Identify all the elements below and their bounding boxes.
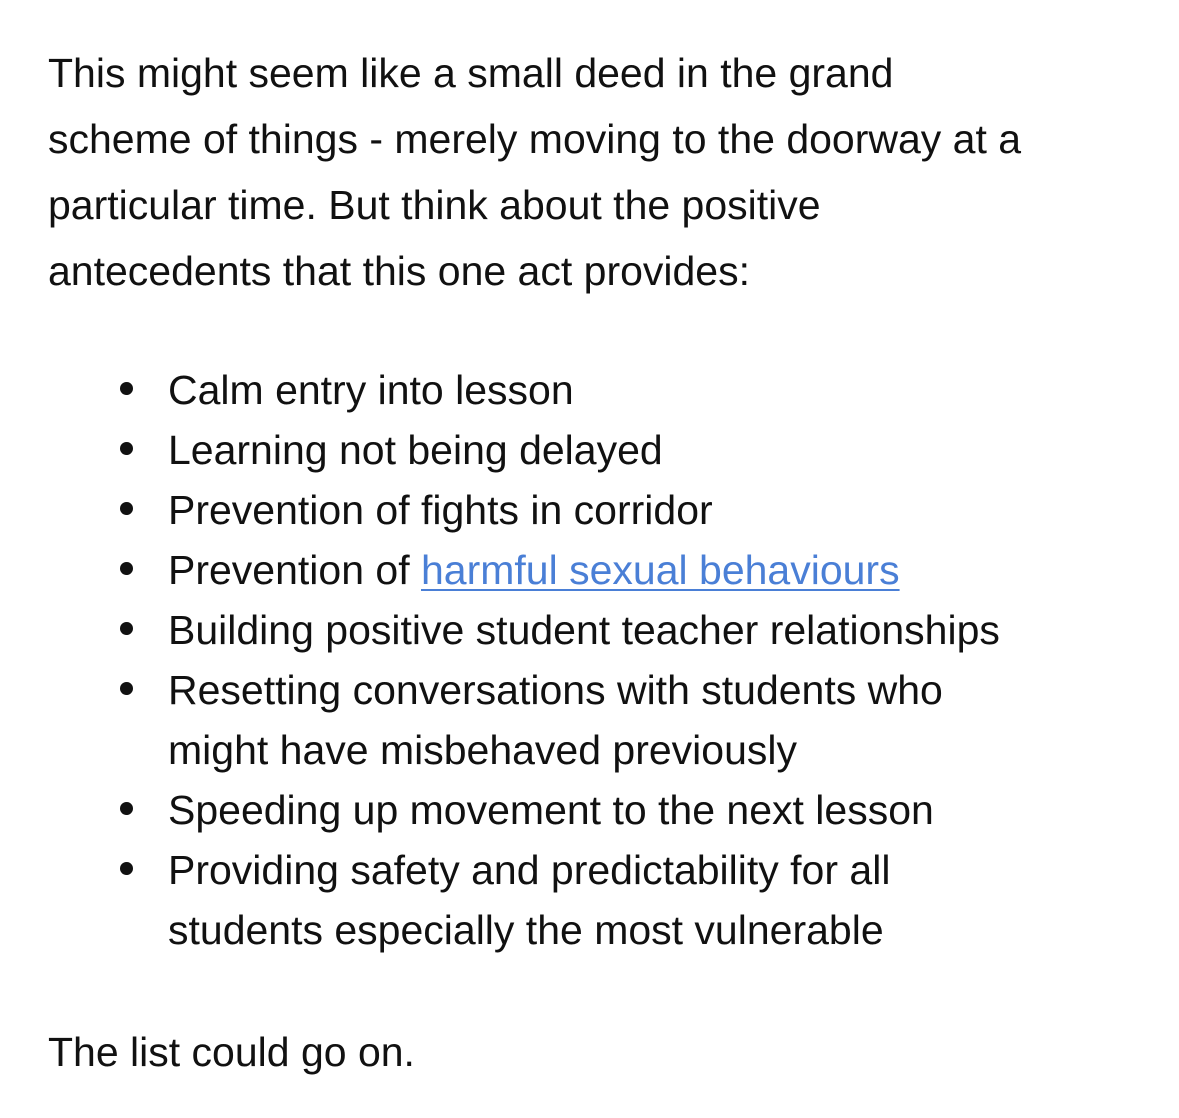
article-body [48,40,1148,1075]
harmful-sexual-behaviours-link[interactable]: harmful sexual behaviours [421,547,900,593]
closing-paragraph: The list could go on. [48,1029,415,1075]
list-item [118,420,1138,480]
bullet-icon [120,562,133,575]
list-item-text: Providing safety and predictability for all [168,847,891,893]
antecedents-list [118,360,1138,960]
list-item-text: Building positive student teacher relationships [168,607,1000,653]
bullet-icon [120,862,133,875]
bullet-icon [120,382,133,395]
bullet-icon [120,682,133,695]
list-item-text: Prevention of fights in corridor [168,487,713,533]
list-item [118,660,1138,780]
intro-line: This might seem like a small deed in the grand [48,50,894,96]
intro-paragraph [48,40,1148,304]
list-item-text: Calm entry into lesson [168,367,574,413]
intro-line: antecedents that this one act provides: [48,248,751,294]
list-item-text: might have misbehaved previously [168,727,797,773]
list-item [118,780,1138,840]
list-item-text: Speeding up movement to the next lesson [168,787,934,833]
list-item-text: Prevention of [168,547,421,593]
bullet-icon [120,802,133,815]
list-item-text: students especially the most vulnerable [168,907,884,953]
list-item-text: Resetting conversations with students who [168,667,943,713]
bullet-icon [120,502,133,515]
list-item [118,600,1138,660]
list-item [118,480,1138,540]
list-item [118,540,1138,600]
bullet-icon [120,442,133,455]
bullet-icon [120,622,133,635]
list-item [118,360,1138,420]
intro-line: scheme of things - merely moving to the doorway at a [48,116,1022,162]
list-item [118,840,1138,960]
intro-line: particular time. But think about the positive [48,182,821,228]
list-item-text: Learning not being delayed [168,427,663,473]
